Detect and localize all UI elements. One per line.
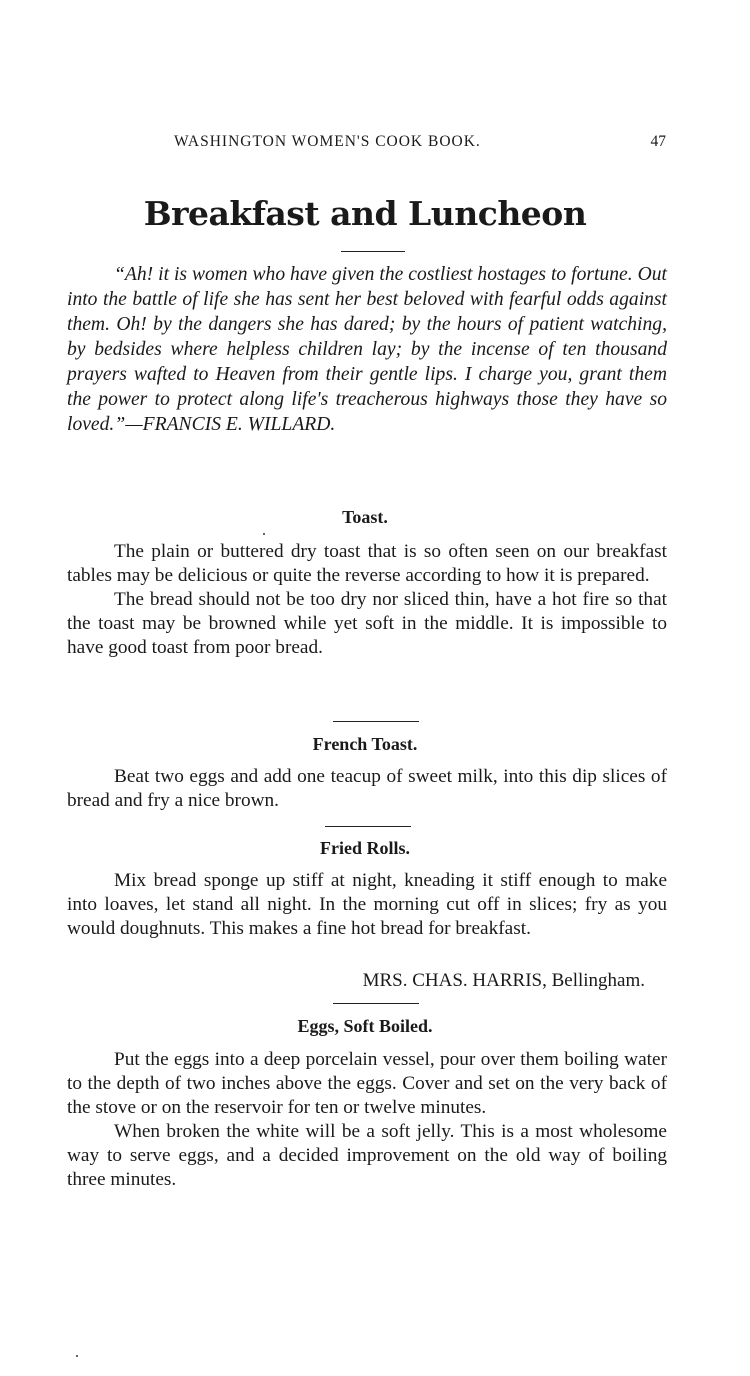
section-title-fried-rolls: Fried Rolls. [320,838,410,858]
french-toast-paragraph-1: Beat two eggs and add one teacup of sweet milk, into this dip slices of bread and fry a nice brown. [67,766,667,811]
print-speck [76,1355,78,1357]
section-body-french-toast [67,765,667,813]
title-rule [341,251,405,252]
chapter-title: Breakfast and Luncheon [143,194,587,233]
section-rule [333,721,419,722]
eggs-paragraph-2: When broken the white will be a soft jelly. This is a most wholesome way to serve eggs, and a decided improvement on the old way of boiling three minutes. [67,1121,667,1190]
section-body-fried-rolls [67,869,667,941]
section-rule [325,826,411,827]
section-title-eggs-soft-boiled: Eggs, Soft Boiled. [297,1016,433,1036]
section-rule [333,1003,419,1004]
section-title-toast: Toast. [342,507,388,527]
recipe-signature: MRS. CHAS. HARRIS, Bellingham. [362,970,645,991]
toast-paragraph-1: The plain or buttered dry toast that is so often seen on our breakfast tables may be delicious or quite the reverse according to how it is prepared. [67,541,667,586]
toast-paragraph-2: The bread should not be too dry nor sliced thin, have a hot fire so that the toast may be browned while yet soft in the middle. It is impossible to have good toast from poor bread. [67,589,667,658]
section-body-eggs-soft-boiled [67,1048,667,1192]
epigraph-quote: “Ah! it is women who have given the costliest hostages to fortune. Out into the battle of life she has sent her best beloved with fearful odds against them. Oh! by the dangers she has dared; by the hours of patient watching, by bedsides where helpless children lay; by the incense of ten thousand prayers wafted to Heaven from their gentle lips. I charge you, grant them the power to protect along life's treacherous highways those they have so loved.”—FRANCIS E. WILLARD. [67,264,667,435]
fried-rolls-paragraph-1: Mix bread sponge up stiff at night, kneading it stiff enough to make into loaves, let stand all night. In the morning cut off in slices; fry as you would doughnuts. This makes a fine hot bread for breakfast. [67,870,667,939]
eggs-paragraph-1: Put the eggs into a deep porcelain vessel, pour over them boiling water to the depth of two inches above the eggs. Cover and set on the very back of the stove or on the reservoir for ten or twelve minutes. [67,1049,667,1118]
section-title-french-toast: French Toast. [312,734,418,754]
section-body-toast [67,540,667,660]
page-number: 47 [650,133,666,150]
running-head-title: WASHINGTON WOMEN'S COOK BOOK. [174,133,481,150]
running-head [174,133,666,155]
print-speck [263,533,265,535]
